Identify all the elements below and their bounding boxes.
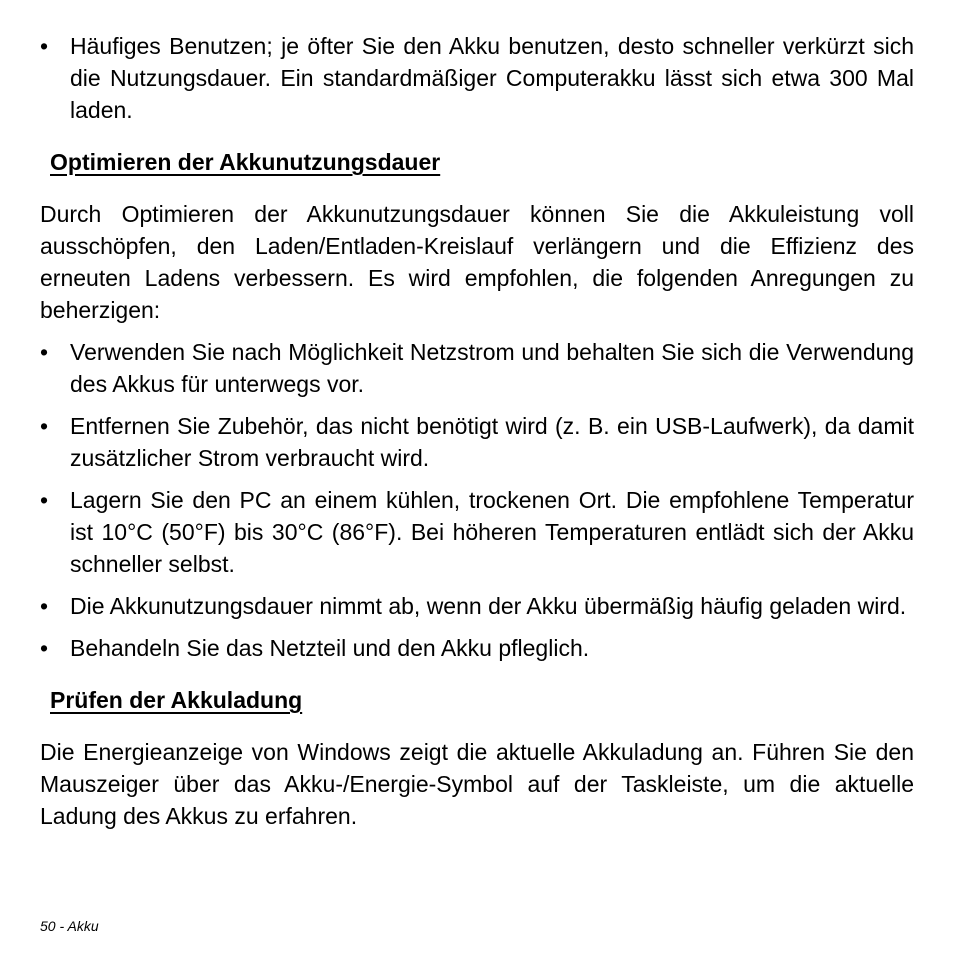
list-item-text: Behandeln Sie das Netzteil und den Akku pfleglich. xyxy=(70,635,590,661)
page-footer: 50 - Akku xyxy=(40,918,99,934)
bullet-marker: • xyxy=(40,635,49,661)
list-item-text: Entfernen Sie Zubehör, das nicht benötigt wird (z. B. ein USB-Laufwerk), da damit zusätzlicher Strom verbraucht wird. xyxy=(70,413,914,471)
bullet-marker: • xyxy=(40,487,49,513)
bullet-marker: • xyxy=(40,413,49,439)
document-page xyxy=(40,30,914,832)
list-item xyxy=(40,30,914,126)
optimize-bullet-list xyxy=(40,336,914,664)
list-item xyxy=(40,632,914,664)
list-item xyxy=(40,410,914,474)
section-paragraph-check-charge: Die Energieanzeige von Windows zeigt die aktuelle Akkuladung an. Führen Sie den Mauszeiger über das Akku-/Energie-Symbol auf der Taskleiste, um die aktuelle Ladung des Akkus zu erfahren. xyxy=(40,739,914,829)
list-item xyxy=(40,484,914,580)
bullet-marker: • xyxy=(40,339,49,365)
list-item-text: Die Akkunutzungsdauer nimmt ab, wenn der Akku übermäßig häufig geladen wird. xyxy=(70,593,907,619)
section-heading-check-charge: Prüfen der Akkuladung xyxy=(50,687,303,713)
list-item-text: Lagern Sie den PC an einem kühlen, trockenen Ort. Die empfohlene Temperatur ist 10°C (50°F) bis 30°C (86°F). Bei höheren Temperaturen entlädt sich der Akku schneller selbst. xyxy=(70,487,914,577)
list-item-text: Verwenden Sie nach Möglichkeit Netzstrom und behalten Sie sich die Verwendung des Akkus für unterwegs vor. xyxy=(70,339,914,397)
section-heading-optimize: Optimieren der Akkunutzungsdauer xyxy=(50,149,441,175)
list-item xyxy=(40,336,914,400)
section-paragraph-optimize: Durch Optimieren der Akkunutzungsdauer können Sie die Akkuleistung voll ausschöpfen, den Laden/Entladen-Kreislauf verlängern und die Effizienz des erneuten Ladens verbessern. Es wird empfohlen, die folgenden Anregungen zu beherzigen: xyxy=(40,201,914,323)
intro-bullet-list xyxy=(40,30,914,126)
bullet-marker: • xyxy=(40,33,49,59)
list-item xyxy=(40,590,914,622)
list-item-text: Häufiges Benutzen; je öfter Sie den Akku benutzen, desto schneller verkürzt sich die Nutzungsdauer. Ein standardmäßiger Computerakku lässt sich etwa 300 Mal laden. xyxy=(70,33,914,123)
bullet-marker: • xyxy=(40,593,49,619)
